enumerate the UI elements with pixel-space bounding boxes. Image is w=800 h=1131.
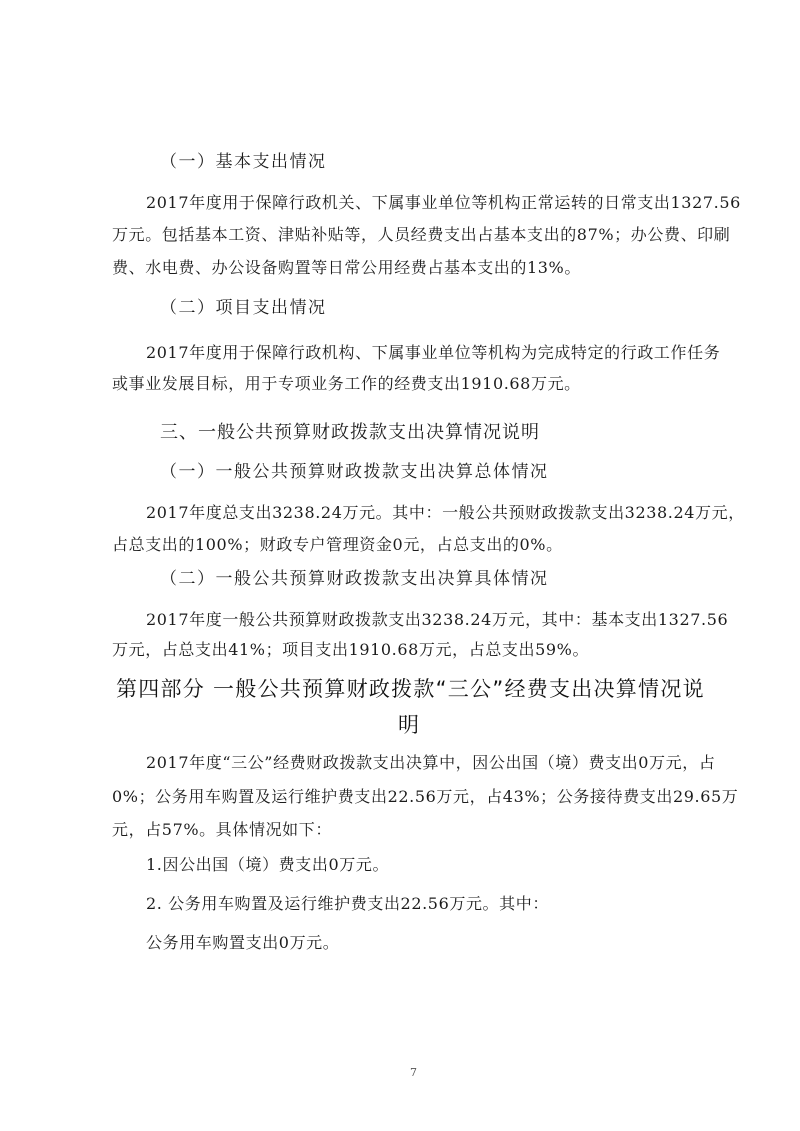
part-four-title-continued: 明 — [398, 713, 420, 737]
paragraph-line: 占总支出的100%；财政专户管理资金0元，占总支出的0%。 — [112, 535, 563, 554]
part-four-title: 第四部分 一般公共预算财政拨款“三公”经费支出决算情况说 — [116, 677, 704, 701]
list-item-vehicle-purchase: 公务用车购置支出0万元。 — [146, 933, 340, 952]
subsection-heading-overall: （一）一般公共预算财政拨款支出决算总体情况 — [160, 462, 549, 482]
section-heading-project-expenditure: （二）项目支出情况 — [160, 298, 327, 318]
paragraph-line: 费、水电费、办公设备购置等日常公用经费占基本支出的13%。 — [112, 258, 581, 277]
list-item-official-vehicles: 2. 公务用车购置及运行维护费支出22.56万元。其中： — [146, 894, 549, 913]
paragraph-line: 2017年度总支出3238.24万元。其中：一般公共预财政拨款支出3238.24万元， — [146, 503, 745, 522]
paragraph-line: 元，占57%。具体情况如下： — [112, 820, 332, 839]
paragraph-line: 2017年度用于保障行政机关、下属事业单位等机构正常运转的日常支出1327.56 — [146, 193, 741, 212]
paragraph-line: 万元，占总支出41%；项目支出1910.68万元，占总支出59%。 — [112, 640, 590, 659]
paragraph-line: 2017年度用于保障行政机构、下属事业单位等机构为完成特定的行政工作任务 — [146, 343, 721, 362]
page-number: 7 — [410, 1066, 418, 1079]
paragraph-line: 2017年度一般公共预算财政拨款支出3238.24万元，其中：基本支出1327.56 — [146, 610, 729, 629]
paragraph-line: 0%；公务用车购置及运行维护费支出22.56万元，占43%；公务接待费支出29.65万 — [112, 787, 739, 806]
paragraph-line: 或事业发展目标，用于专项业务工作的经费支出1910.68万元。 — [112, 374, 581, 393]
paragraph-line: 2017年度“三公”经费财政拨款支出决算中，因公出国（境）费支出0万元，占 — [146, 753, 716, 772]
section-heading-basic-expenditure: （一）基本支出情况 — [160, 152, 327, 172]
section-heading-general-budget: 三、一般公共预算财政拨款支出决算情况说明 — [160, 422, 540, 443]
paragraph-line: 万元。包括基本工资、津贴补贴等，人员经费支出占基本支出的87%；办公费、印刷 — [112, 225, 731, 244]
subsection-heading-detail: （二）一般公共预算财政拨款支出决算具体情况 — [160, 569, 549, 589]
list-item-overseas-travel: 1.因公出国（境）费支出0万元。 — [146, 855, 390, 874]
